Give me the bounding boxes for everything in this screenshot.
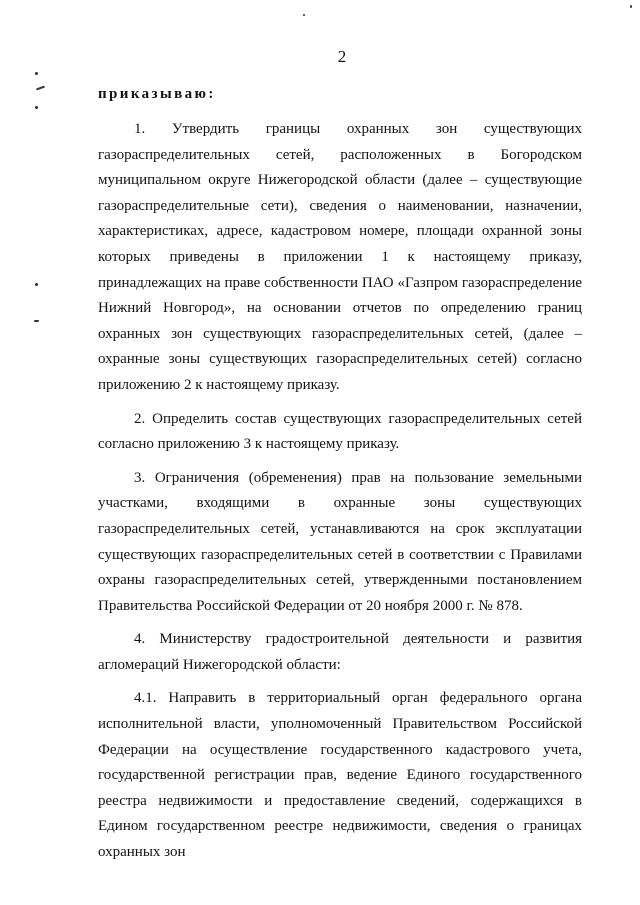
order-heading: приказываю: (98, 86, 216, 102)
scan-artifact (34, 320, 39, 322)
paragraph-4: 4. Министерству градостроительной деятельности и развития агломераций Нижегородской области: (98, 631, 582, 673)
scan-artifact (35, 283, 38, 286)
paragraph-4-1: 4.1. Направить в территориальный орган федерального органа исполнительной власти, уполномоченный Правительством Российской Федерации на осуществление государственного кадастрового учета, государственной регистрации прав, ведение Единого государственного реестра недвижимости и предоставление сведений, содержащихся в Едином государственном реестре недвижимости, сведения о границах охранных зон (98, 690, 582, 861)
document-body (98, 117, 582, 874)
scan-artifact (35, 106, 38, 109)
paragraph-3: 3. Ограничения (обременения) прав на пользование земельными участками, входящими в охранные зоны существующих газораспределительных сетей, устанавливаются на срок эксплуатации существующих газораспределительных сетей в соответствии с Правилами охраны газораспределительных сетей, утвержденными постановлением Правительства Российской Федерации от 20 ноября 2000 г. № 878. (98, 469, 582, 614)
scan-artifact (36, 86, 45, 91)
page-number: 2 (337, 47, 347, 66)
scan-artifact (303, 14, 305, 16)
paragraph-2: 2. Определить состав существующих газораспределительных сетей согласно приложению 3 к настоящему приказу. (98, 410, 582, 453)
scan-artifact (630, 5, 632, 8)
paragraph-1: 1. Утвердить границы охранных зон существующих газораспределительных сетей, расположенных в Богородском муниципальном округе Нижегородской области (далее – существующие газораспределительные сети), сведения о наименовании, назначении, характеристиках, адресе, кадастровом номере, площади охранной зоны которых приведены в приложении 1 к настоящему приказу, принадлежащих на праве собственности ПАО «Газпром газораспределение Нижний Новгород», на основании отчетов по определению границ охранных зон существующих газораспределительных сетей, (далее – охранные зоны существующих газораспределительных сетей) согласно приложению 2 к настоящему приказу. (98, 121, 582, 393)
scan-artifact (35, 72, 38, 75)
